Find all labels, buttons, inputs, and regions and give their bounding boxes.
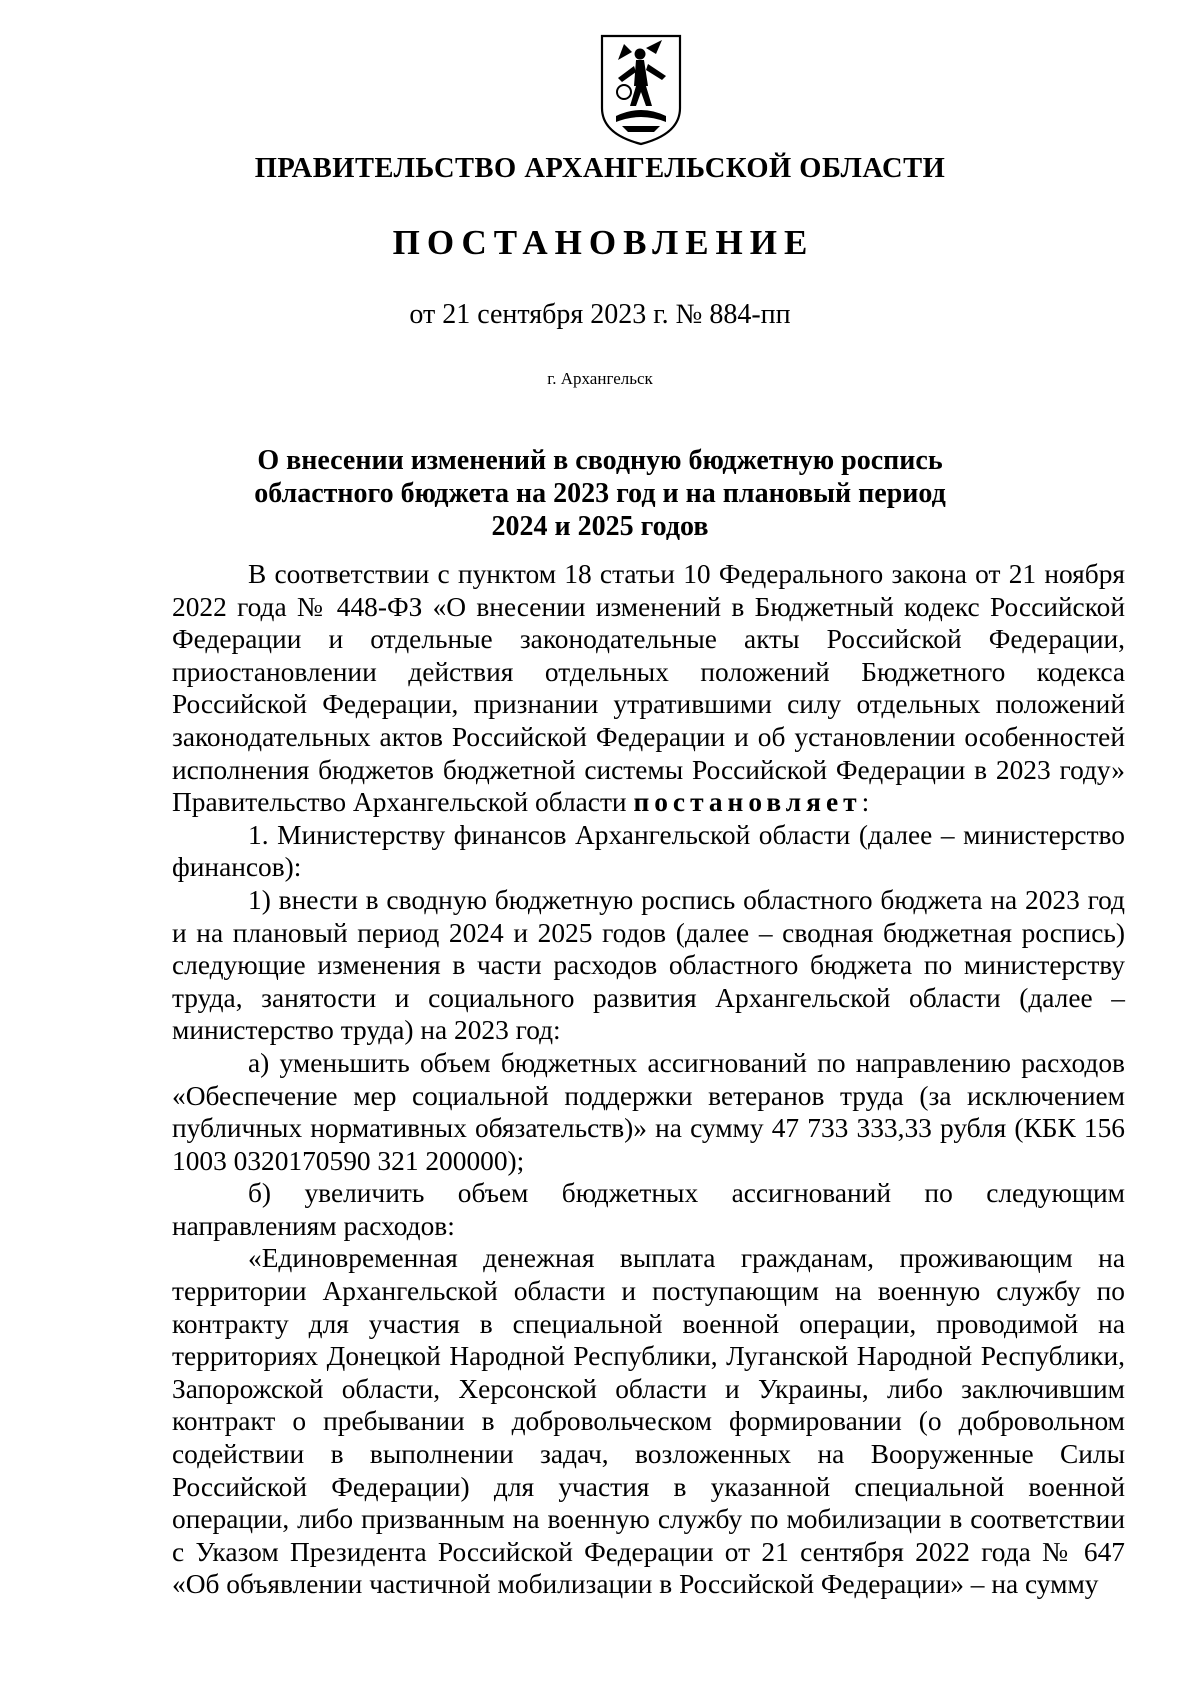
item-b-paragraph: б) увеличить объем бюджетных ассигнований по следующим направлениям расходов: [172,1178,1125,1241]
title-line: областного бюджета на 2023 год и на плановый период [254,478,946,509]
title-line: 2024 и 2025 годов [491,511,709,542]
item-1-paragraph: 1. Министерству финансов Архангельской области (далее – министерство финансов): [172,819,1125,883]
title-line: О внесении изменений в сводную бюджетную роспись [257,445,943,476]
document-title [0,444,1200,543]
document-type: ПОСТАНОВЛЕНИЕ [392,223,815,262]
item-1-1-paragraph: 1) внести в сводную бюджетную роспись областного бюджета на 2023 год и на плановый период 2024 и 2025 годов (далее – сводная бюджетная роспись) следующие изменения в части расходов областного бюджета по министерству труда, занятости и социального развития Архангельской области (далее – министерство труда) на 2023 год: [172,884,1125,1046]
document-city: г. Архангельск [547,369,653,388]
organization-name: ПРАВИТЕЛЬСТВО АРХАНГЕЛЬСКОЙ ОБЛАСТИ [254,153,946,184]
resolves-suffix: : [861,787,870,818]
coat-of-arms-emblem [596,30,686,148]
item-a-paragraph: а) уменьшить объем бюджетных ассигнований по направлению расходов «Обеспечение мер социальной поддержки ветеранов труда (за исключением публичных нормативных обязательств)» на сумму 47 733 333,33 рубля (КБК 156 1003 0320170590 321 200000); [172,1047,1125,1176]
document-date-number: от 21 сентября 2023 г. № 884-пп [409,299,791,330]
preamble-paragraph [172,558,1125,819]
item-b-text-paragraph: «Единовременная денежная выплата гражданам, проживающим на территории Архангельской области и поступающим на военную службу по контракту для участия в специальной военной операции, проводимой на территориях Донецкой Народной Республики, Луганской Народной Республики, Запорожской области, Херсонской области и Украины, либо заключившим контракт о пребывании в добровольческом формировании (о добровольном содействии в выполнении задач, возложенных на Вооруженные Силы Российской Федерации) для участия в указанной специальной военной операции, либо призванным на военную службу по мобилизации в соответствии с Указом Президента Российской Федерации от 21 сентября 2022 года № 647 «Об объявлении частичной мобилизации в Российской Федерации» – на сумму [172,1243,1125,1600]
resolves-word: постановляет [633,787,862,818]
preamble-text: В соответствии с пунктом 18 статьи 10 Федерального закона от 21 ноября 2022 года № 448-ФЗ «О внесении изменений в Бюджетный кодекс Российской Федерации и отдельные законодательные акты Российской Федерации, приостановлении действия отдельных положений Бюджетного кодекса Российской Федерации, признании утратившими силу отдельных положений законодательных актов Российской Федерации и об установлении особенностей исполнения бюджетов бюджетной системы Российской Федерации в 2023 году» Правительство Архангельской области [172,559,1125,818]
document-body [172,558,1125,1601]
